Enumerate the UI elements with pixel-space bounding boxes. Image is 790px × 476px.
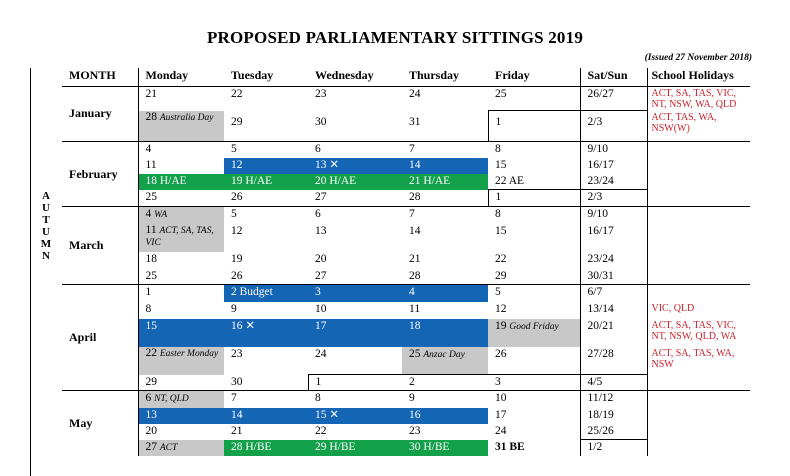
- header-thursday: Thursday: [402, 68, 488, 86]
- day-cell: 23: [315, 87, 327, 100]
- week-row: [62, 408, 750, 424]
- header-satsun: Sat/Sun: [580, 68, 647, 86]
- day-cell: 25: [138, 190, 224, 207]
- sitting-day: 14: [224, 408, 308, 424]
- weekend-cell: 9/10: [580, 207, 647, 224]
- day-cell: 11: [145, 158, 157, 171]
- left-border: [30, 68, 31, 476]
- day-cell-australia-day: 28 Australia Day: [138, 111, 224, 142]
- holiday-states: ACT, SA, TAS, VIC, NT, NSW, WA, QLD: [651, 87, 737, 110]
- holiday-states: VIC, QLD: [651, 302, 695, 314]
- week-row: [62, 158, 750, 174]
- day-cell: 1: [308, 375, 402, 391]
- holiday-states: ACT, SA, TAS, VIC, NT, NSW, QLD, WA: [651, 319, 737, 342]
- header-month: MONTH: [62, 68, 138, 86]
- issued-date: (Issued 27 November 2018): [644, 53, 752, 63]
- holiday-states: ACT, TAS, WA, NSW(W): [651, 111, 717, 134]
- day-cell: 24: [409, 87, 421, 100]
- day-cell: 23: [231, 347, 243, 360]
- day-cell: 6: [308, 207, 402, 224]
- day-cell: 15: [495, 158, 507, 171]
- month-april: April: [62, 285, 138, 391]
- day-cell: 8: [488, 207, 580, 224]
- month-january: January: [62, 86, 138, 142]
- day-cell: 31: [409, 115, 421, 128]
- day-cell: 7: [402, 142, 488, 158]
- day-cell: 10: [488, 391, 580, 408]
- day-cell: 10: [315, 302, 327, 315]
- week-row: [62, 224, 750, 252]
- week-row: [62, 142, 750, 158]
- day-cell: 18: [145, 252, 157, 265]
- header-friday: Friday: [488, 68, 580, 86]
- week-row: [62, 347, 750, 375]
- weekend-cell: 23/24: [580, 252, 647, 269]
- sitting-day: 13: [138, 408, 224, 424]
- week-row: [62, 86, 750, 111]
- weekend-cell: 9/10: [580, 142, 647, 158]
- day-cell: 26: [224, 190, 308, 207]
- day-cell: 29: [231, 115, 243, 128]
- sitting-day: 18: [402, 319, 488, 347]
- day-cell: 20: [315, 252, 327, 265]
- day-cell-anzac-day: 25 Anzac Day: [402, 347, 488, 375]
- weekend-cell: 20/21: [580, 319, 647, 347]
- day-cell-good-friday: 19 Good Friday: [488, 319, 580, 347]
- day-cell: 26: [231, 269, 243, 282]
- day-cell: 12: [231, 224, 243, 237]
- header-wednesday: Wednesday: [308, 68, 402, 86]
- sitting-day: 13 ✕: [308, 158, 402, 174]
- week-row: [62, 319, 750, 347]
- day-cell: 21: [409, 252, 421, 265]
- day-cell: 5: [224, 207, 308, 224]
- sitting-day: 16: [402, 408, 488, 424]
- weekend-cell: 18/19: [580, 408, 647, 424]
- header-school-holidays: School Holidays: [647, 68, 750, 86]
- weekend-cell: 26/27: [580, 86, 647, 111]
- day-cell: 4: [138, 142, 224, 158]
- day-cell: 22 AE: [495, 174, 525, 187]
- day-cell: 8: [488, 142, 580, 158]
- sitting-day: 3: [308, 285, 402, 302]
- estimates-day: 29 H/BE: [308, 440, 402, 456]
- day-cell-holiday: 6 NT, QLD: [138, 391, 224, 408]
- day-cell: 2: [402, 375, 488, 391]
- estimates-day: 21 H/AE: [402, 174, 488, 190]
- day-cell: 22: [231, 87, 243, 100]
- day-cell: 12: [495, 302, 507, 315]
- sitting-day: 14: [402, 158, 488, 174]
- estimates-day: 20 H/AE: [308, 174, 402, 190]
- day-cell: 11: [409, 302, 421, 315]
- week-row: [62, 252, 750, 269]
- day-cell: 25: [145, 269, 157, 282]
- day-cell: 9: [231, 302, 237, 315]
- week-row: [62, 207, 750, 224]
- day-cell: 17: [495, 408, 507, 421]
- day-cell: 24: [315, 347, 327, 360]
- day-cell: 14: [409, 224, 421, 237]
- sitting-day: 15: [138, 319, 224, 347]
- week-row: [62, 375, 750, 391]
- day-cell: 1: [138, 285, 224, 302]
- estimates-day: 19 H/AE: [224, 174, 308, 190]
- weekend-cell: 25/26: [580, 424, 647, 440]
- sitting-day: 4: [402, 285, 488, 302]
- sitting-day: 17: [308, 319, 402, 347]
- weekend-cell: 2/3: [580, 111, 647, 142]
- day-cell: 9: [402, 391, 488, 408]
- day-cell: 6: [308, 142, 402, 158]
- day-cell: 27: [315, 269, 327, 282]
- day-cell: 19: [231, 252, 243, 265]
- month-march: March: [62, 207, 138, 285]
- day-cell: 21: [145, 87, 157, 100]
- weekend-cell: 16/17: [580, 158, 647, 174]
- day-cell: 26: [495, 347, 507, 360]
- day-cell-holiday: 11 ACT, SA, TAS, VIC: [138, 224, 224, 252]
- season-label: A U T U M N: [40, 190, 52, 262]
- day-cell: 23: [409, 424, 421, 437]
- weekend-cell: 23/24: [580, 174, 647, 190]
- day-cell: 29: [495, 269, 507, 282]
- sitting-day: 12: [224, 158, 308, 174]
- week-row: [62, 440, 750, 456]
- day-cell: 24: [495, 424, 507, 437]
- weekend-cell: 13/14: [580, 302, 647, 319]
- estimates-day: 18 H/AE: [138, 174, 224, 190]
- estimates-day: 28 H/BE: [224, 440, 308, 456]
- day-cell: 7: [402, 207, 488, 224]
- day-cell: 31 BE: [495, 440, 525, 453]
- week-row: [62, 111, 750, 142]
- day-cell: 22: [495, 252, 507, 265]
- sitting-day: 16 ✕: [224, 319, 308, 347]
- sittings-calendar: [62, 68, 750, 456]
- day-cell: 13: [315, 224, 327, 237]
- week-row: [62, 391, 750, 408]
- sitting-day-budget: 2 Budget: [224, 285, 308, 302]
- day-cell: 28: [409, 269, 421, 282]
- day-cell: 5: [224, 142, 308, 158]
- week-row: [62, 190, 750, 207]
- day-cell: 3: [488, 375, 580, 391]
- day-cell-holiday: 27 ACT: [138, 440, 224, 456]
- day-cell: 8: [145, 302, 152, 315]
- weekend-cell: 16/17: [580, 224, 647, 252]
- day-cell: 1: [488, 190, 580, 207]
- weekend-cell: 4/5: [580, 375, 647, 391]
- day-cell: 30: [224, 375, 308, 391]
- weekend-cell: 30/31: [580, 269, 647, 285]
- weekend-cell: 1/2: [580, 440, 647, 456]
- day-cell: 20: [145, 424, 157, 437]
- day-cell: 22: [315, 424, 327, 437]
- day-cell: 30: [315, 115, 327, 128]
- month-february: February: [62, 142, 138, 207]
- document-title: PROPOSED PARLIAMENTARY SITTINGS 2019: [206, 28, 584, 47]
- week-row: [62, 269, 750, 285]
- week-row: [62, 174, 750, 190]
- weekend-cell: 27/28: [580, 347, 647, 375]
- day-cell-easter-monday: 22 Easter Monday: [138, 347, 224, 375]
- weekend-cell: 11/12: [580, 391, 647, 408]
- day-cell: 25: [495, 87, 507, 100]
- weekend-cell: 2/3: [580, 190, 647, 207]
- header-row: [62, 68, 750, 86]
- week-row: [62, 424, 750, 440]
- day-cell-holiday: 4 WA: [138, 207, 224, 224]
- weekend-cell: 6/7: [580, 285, 647, 302]
- header-monday: Monday: [138, 68, 224, 86]
- day-cell: 28: [402, 190, 488, 207]
- day-cell: 15: [495, 224, 507, 237]
- week-row: [62, 302, 750, 319]
- day-cell: 21: [231, 424, 243, 437]
- day-cell: 1: [488, 111, 580, 142]
- month-may: May: [62, 391, 138, 456]
- day-cell: 27: [308, 190, 402, 207]
- holiday-states: ACT, SA, TAS, WA, NSW: [651, 347, 735, 370]
- day-cell: 29: [138, 375, 224, 391]
- header-tuesday: Tuesday: [224, 68, 308, 86]
- week-row: [62, 285, 750, 302]
- estimates-day: 30 H/BE: [402, 440, 488, 456]
- day-cell: 8: [308, 391, 402, 408]
- day-cell: 7: [224, 391, 308, 408]
- sitting-day: 15 ✕: [308, 408, 402, 424]
- day-cell: 5: [488, 285, 580, 302]
